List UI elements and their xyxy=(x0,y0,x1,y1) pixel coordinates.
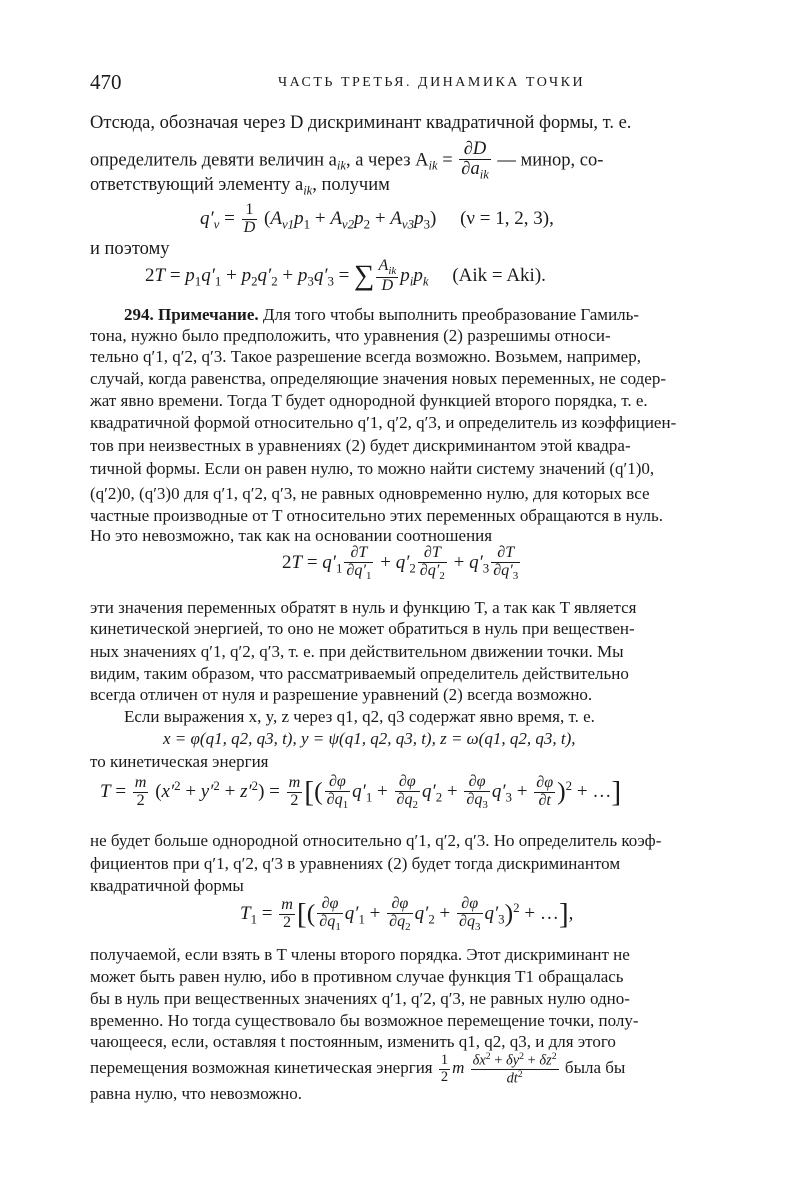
text-line-4: и поэтому xyxy=(90,239,170,259)
paragraph-line: фициентов при q′1, q′2, q′3 в уравнениях (2) будет тогда дискриминантом xyxy=(90,854,621,873)
text-line-2: определитель девяти величин $a_{ik}$, а через $A_{ik}$ = $\frac{\partial D}{\partial a_{ik}}$ — минор, со- xyxy=(90,139,604,182)
section-294-line-1 xyxy=(124,305,639,325)
section-heading: 294. Примечание. xyxy=(124,305,259,324)
paragraph-line: тичной формы. Если он равен нулю, то можно найти систему значений (q′1)0, xyxy=(90,459,655,478)
paragraph-line: равна нулю, что невозможно. xyxy=(90,1084,302,1103)
paragraph-line: получаемой, если взять в T члены второго порядка. Этот дискриминант не xyxy=(90,945,630,964)
running-title: ЧАСТЬ ТРЕТЬЯ. ДИНАМИКА ТОЧКИ xyxy=(278,75,586,90)
paragraph-line-with-fraction: перемещения возможная кинетическая энергия $\frac{1}{2}$ m $\frac{\delta x^2 + \delta y^2 + \delta z^2}{dt^2}$ была бы xyxy=(90,1051,626,1086)
text-fragment: , получим xyxy=(312,175,390,195)
equation-kinetic-energy: T = $\frac{m}{2}$ $(x'^2 + y'^2 + z'^2)$ = $\frac{m}{2}$ [( $\frac{\partial\varphi}{\partial q_1}$ $q'_1$ + $\frac{\partial\varphi}{\partial q_2}$ $q'_2$ + $\frac{\partial\varphi}{\partial q_3}$ $q'_3$ + $\frac{\partial\varphi}{\partial t}$ )$^2$ + …] xyxy=(100,773,622,811)
paragraph-line: видим, таким образом, что рассматриваемый определитель действительно xyxy=(90,664,629,683)
equation-xyz-time: x = φ(q1, q2, q3, t), y = ψ(q1, q2, q3, t), z = ω(q1, q2, q3, t), xyxy=(163,729,576,748)
text-fragment: определитель девяти величин a xyxy=(90,150,337,171)
paragraph-line: жат явно времени. Тогда T будет однородной функцией второго порядка, т. е. xyxy=(90,391,648,410)
paragraph-line: случай, когда равенства, определяющие значения новых переменных, не содер- xyxy=(90,369,666,388)
text-fragment: — минор, со- xyxy=(492,150,604,171)
paragraph-line: временно. Но тогда существовало бы возможное перемещение точки, полу- xyxy=(90,1011,639,1030)
paragraph-line: кинетической энергией, то оно не может обратиться в нуль при веществен- xyxy=(90,619,635,638)
paragraph-line: не будет больше однородной относительно q′1, q′2, q′3. Но определитель коэф- xyxy=(90,831,662,850)
paragraph-line: квадратичной формой относительно q′1, q′2, q′3, и определитель из коэффициен- xyxy=(90,413,677,432)
paragraph-line: ных значениях q′1, q′2, q′3, т. е. при действительном движении точки. Мы xyxy=(90,642,624,661)
text-fragment: , а через A xyxy=(345,150,429,171)
paragraph-line: эти значения переменных обратят в нуль и функцию T, а так как T является xyxy=(90,598,637,617)
paragraph-line: Если выражения x, y, z через q1, q2, q3 содержат явно время, т. е. xyxy=(124,707,595,726)
paragraph-line: тельно q′1, q′2, q′3. Такое разрешение всегда возможно. Возьмем, например, xyxy=(90,347,641,366)
paragraph-line: частные производные от T относительно этих переменных обращаются в нуль. xyxy=(90,506,663,525)
page-number: 470 xyxy=(90,70,122,94)
paragraph-line: Но это невозможно, так как на основании соотношения xyxy=(90,526,493,545)
text-fragment: перемещения возможная кинетическая энергия xyxy=(90,1057,433,1077)
page-header xyxy=(90,70,715,96)
paragraph-line: чающееся, если, оставляя t постоянным, изменить q1, q2, q3, и для этого xyxy=(90,1032,616,1051)
equation-T1: $T_1$ = $\frac{m}{2}$ [( $\frac{\partial\varphi}{\partial q_1}$ $q'_1$ + $\frac{\partial\varphi}{\partial q_2}$ $q'_2$ + $\frac{\partial\varphi}{\partial q_3}$ $q'_3)^2$ + …], xyxy=(240,895,574,933)
fraction-dD-daik: $\frac{\partial D}{\partial a_{ik}}$ xyxy=(461,139,489,182)
paragraph-line: может быть равен нулю, ибо в противном случае функция T1 обращалась xyxy=(90,967,624,986)
paragraph-line: тов при неизвестных в уравнениях (2) будет дискриминантом этой квадра- xyxy=(90,436,631,455)
text-line-1: Отсюда, обозначая через D дискриминант квадратичной формы, т. е. xyxy=(90,113,632,133)
text-fragment: ответствующий элементу a xyxy=(90,175,304,195)
paragraph-line: то кинетическая энергия xyxy=(90,752,269,771)
text-line-3: ответствующий элементу $a_{ik}$, получим xyxy=(90,175,390,198)
paragraph-line: квадратичной формы xyxy=(90,876,244,895)
paragraph-line: (q′2)0, (q′3)0 для q′1, q′2, q′3, не равных одновременно нулю, для которых все xyxy=(90,484,650,503)
equation-condition: (Aik = Aki). xyxy=(452,265,546,287)
paragraph-line: всегда отличен от нуля и разрешение уравнений (2) всегда возможно. xyxy=(90,685,593,704)
text-fragment: была бы xyxy=(564,1057,626,1077)
equation-condition: (ν = 1, 2, 3), xyxy=(460,207,554,229)
paragraph-line: бы в нуль при вещественных значениях q′1, q′2, q′3, не равных нулю одно- xyxy=(90,989,630,1008)
equation-q-prime-nu: $q'_\nu$ = $\frac{1}{D}$ $(A_{\nu 1}p_1 + A_{\nu 2}p_2 + A_{\nu 3}p_3)$ (ν = 1, 2, 3), xyxy=(200,201,554,236)
text-fragment: Для того чтобы выполнить преобразование Гамиль- xyxy=(262,305,640,324)
paragraph-line: тона, нужно было предположить, что уравнения (2) разрешимы относи- xyxy=(90,326,611,345)
equation-2T-partials: $2T = q'_1$ $\frac{\partial T}{\partial q'_1}$ + $q'_2$ $\frac{\partial T}{\partial q'_2}$ + $q'_3$ $\frac{\partial T}{\partial q'_3}$ xyxy=(282,544,519,582)
equation-2T-sum: $2T = p_1q'_1 + p_2q'_2 + p_3q'_3$ = ∑ $\frac{A_{ik}}{D}$ $p_ip_k$ (Aik = Aki). xyxy=(145,257,546,295)
